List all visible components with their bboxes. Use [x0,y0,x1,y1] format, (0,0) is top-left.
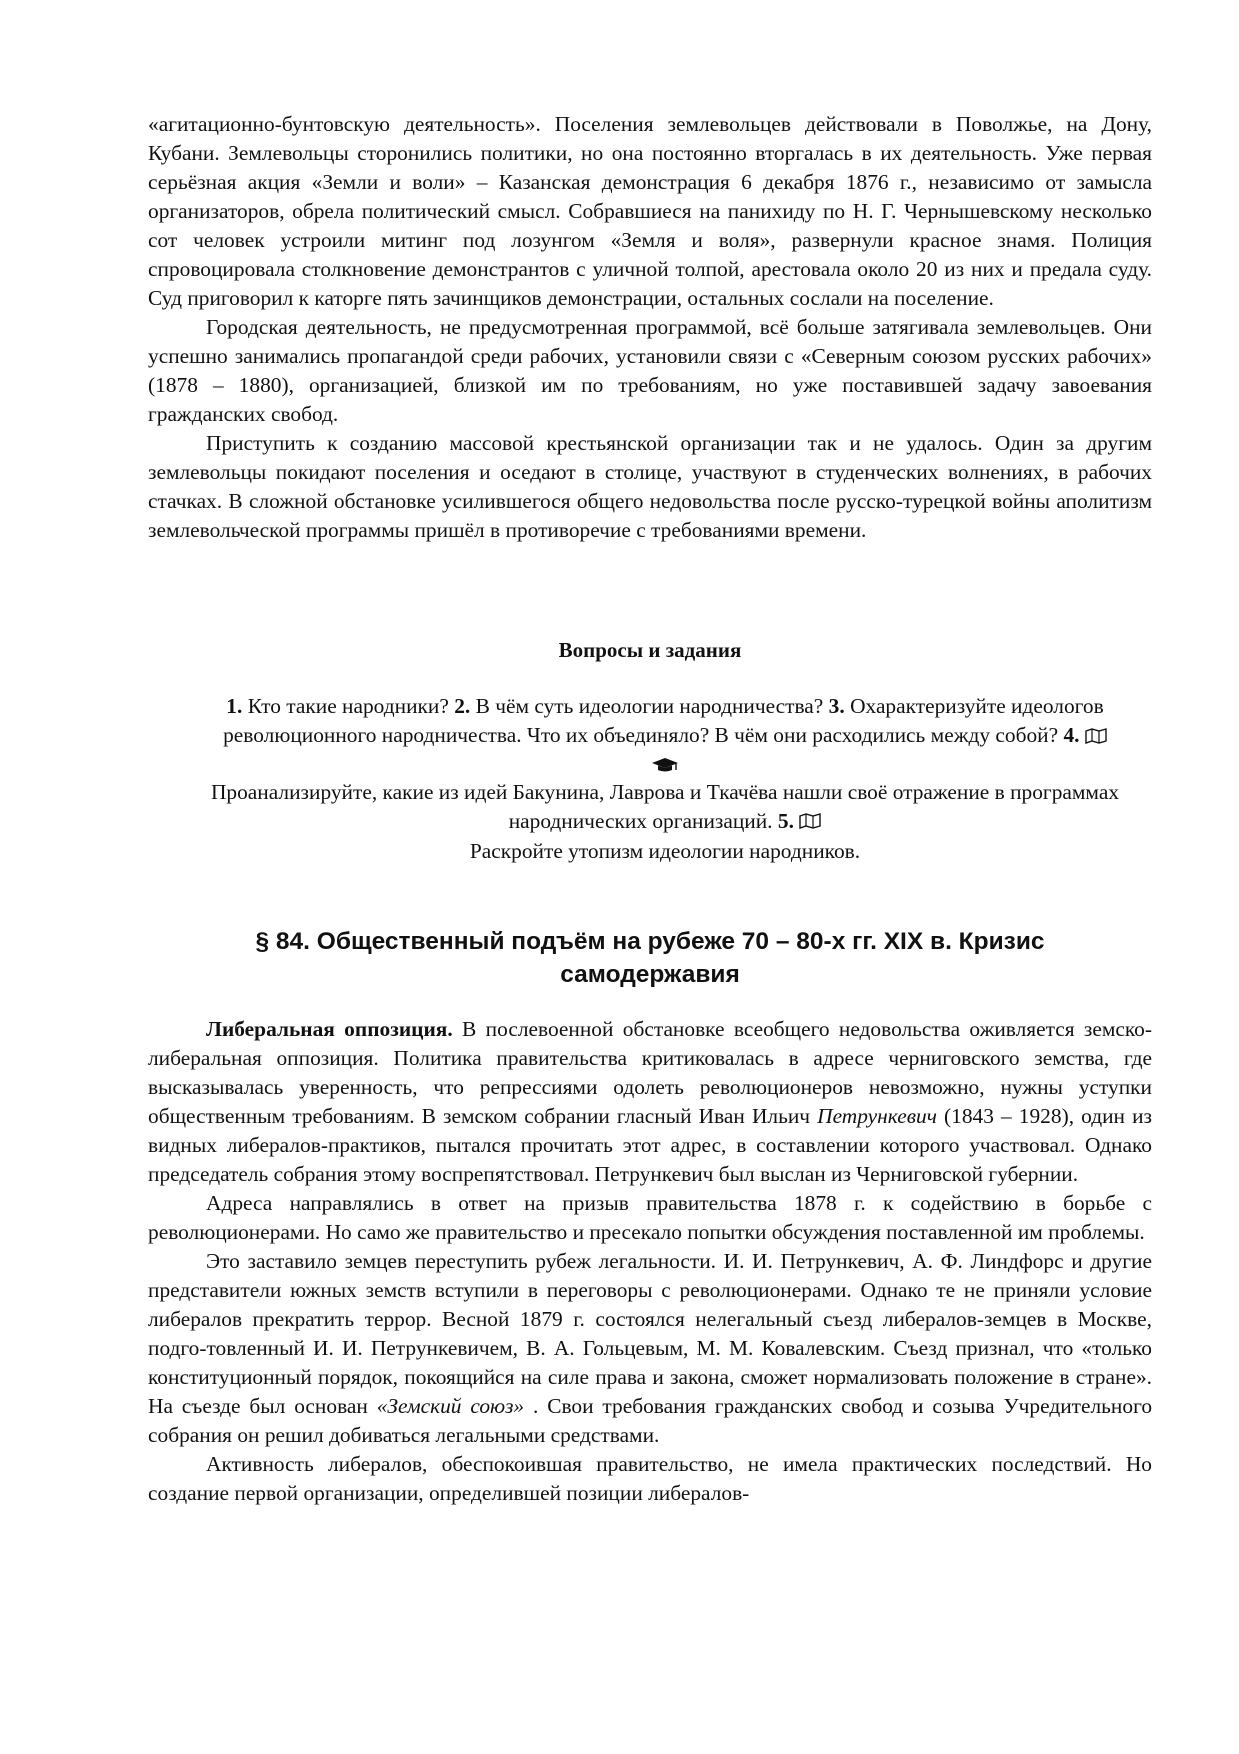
text-block-bottom [148,1015,1152,1508]
paragraph [148,1015,1152,1189]
paragraph: Городская деятельность, не предусмотренная программой, всё больше затягивала землевольцев. Они успешно занимались пропагандой среди рабочих, установили связи с «Северным союзом русских рабочих» (1878 – 1880), организацией, близкой им по требованиям, но уже поставившей задачу завоевания гражданских свобод. [148,315,1152,426]
paragraph: Адреса направлялись в ответ на призыв правительства 1878 г. к содействию в борьбе с революционерами. Но само же правительство и пресекало попытки обсуждения поставленной им проблемы. [148,1191,1152,1244]
section-title-line: § 84. Общественный подъём на рубеже 70 – 80-х гг. XIX в. Кризис [255,928,1045,955]
question-text: Проанализируйте, какие из идей Бакунина, Лаврова и Ткачёва нашли своё отражение в программах народнических организаций. [210,779,1120,833]
text-run: . Свои требования гражданских свобод и созыва Учредительного собрания он решил добиваться легальными средствами. [148,1394,1153,1447]
text-block-top [148,110,1152,545]
paragraph [148,1247,1152,1450]
questions-block [170,692,1160,866]
question-number: 5. [777,808,794,833]
run-in-heading: Либеральная оппозиция. [206,1017,453,1041]
question-number: 3. [828,694,845,718]
question-text: Кто такие народники? [247,694,449,718]
paragraph: Приступить к созданию массовой крестьянской организации так и не удалось. Один за другим землевольцы покидают поселения и оседают в столице, участвуют в студенческих волнениях, в рабочих стачках. В сложной обстановке усилившегося общего недовольства после русско-турецкой войны аполитизм землевольческой программы пришёл в противоречие с требованиями времени. [148,431,1152,542]
graduation-cap-icon [650,754,680,780]
questions-lines [170,692,1160,752]
paragraph: «агитационно-бунтовскую деятельность». Поселения землевольцев действовали в Поволжье, на Дону, Кубани. Землевольцы сторонились политики, но она постоянно вторгалась в их деятельность. Уже первая серьёзная акция «Земли и воли» – Казанская демонстрация 6 декабря 1876 г., независимо от замысла организаторов, обрела политический смысл. Собравшиеся на панихиду по Н. Г. Чернышевскому несколько сот человек устроили митинг под лозунгом «Земля и воля», развернули красное знамя. Полиция спровоцировала столкновение демонстрантов с уличной толпой, арестовала около 20 из них и предала суду. Суд приговорил к каторге пять зачинщиков демонстрации, остальных сослали на поселение. [148,112,1152,310]
question-number: 4. [1063,723,1080,747]
question-text: Раскройте утопизм идеологии народников. [469,839,861,864]
questions-heading: Вопросы и задания [558,638,742,662]
map-icon [799,808,821,837]
cap-line [170,752,1160,778]
text-run: Это заставило земцев переступить рубеж легальности. И. И. Петрункевич, А. Ф. Линдфорс и другие представители южных земств вступили в переговоры с революционерами. Однако те не приняли условие либералов прекратить террор. Весной 1879 г. состоялся нелегальный съезд либералов-земцев в Москве, подго-товленный И. И. Петрункевичем, В. А. Гольцевым, М. М. Ковалевским. Съезд признал, что «только конституционный порядок, покоящийся на силе права и закона, сможет нормализовать положение в стране». На съезде был основан [148,1249,1152,1418]
text-run: В послевоенной обстановке всеобщего недовольства оживляется земско-либеральная оппозиция. Политика правительства критиковалась в адресе черниговского земства, где высказывалась уверенность, что репрессиями одолеть революционеров невозможно, нужны уступки общественным требованиям. В земском собрании гласный Иван Ильич [148,1017,1152,1128]
questions-lines [170,778,1160,867]
map-icon [1085,723,1107,752]
section-title-line: самодержавия [560,961,740,988]
question-text: В чём суть идеологии народничества? [475,694,824,718]
question-number: 2. [454,694,471,718]
italic-name: Петрункевич [817,1104,937,1128]
italic-term: «Земский союз» [376,1394,525,1418]
text-run: (1843 – 1928), один из видных либералов-практиков, пытался прочитать этот адрес, в составлении которого участвовал. Однако председатель собрания этому воспрепятствовал. Петрункевич был выслан из Черниговской губернии. [148,1104,1152,1186]
question-text: Охарактеризуйте идеологов революционного народничества. Что их объединяло? В чём они расходились между собой? [223,694,1104,747]
paragraph: Активность либералов, обеспокоившая правительство, не имела практических последствий. Но создание первой организации, определившей позиции либералов- [148,1452,1152,1505]
question-number: 1. [226,694,243,718]
section-title [148,925,1152,991]
